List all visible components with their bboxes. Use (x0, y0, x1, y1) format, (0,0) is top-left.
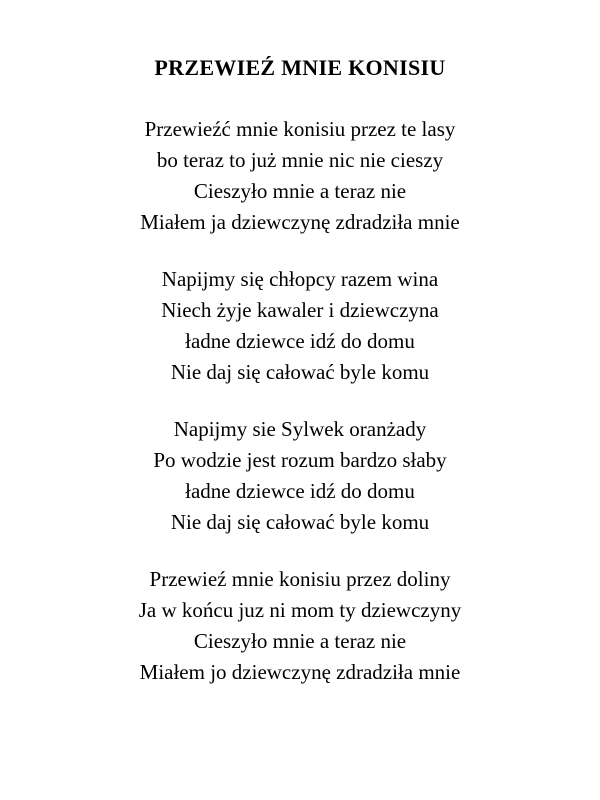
lyric-line: Nie daj się całować byle komu (170, 360, 430, 384)
lyric-line: Napijmy sie Sylwek oranżady (173, 417, 427, 441)
stanza-3 (0, 414, 600, 538)
lyric-line: Po wodzie jest rozum bardzo słaby (153, 448, 447, 472)
lyric-line: Miałem ja dziewczynę zdradziła mnie (140, 210, 460, 234)
lyric-line: Przewieźć mnie konisiu przez te lasy (144, 117, 456, 141)
stanza-2 (0, 264, 600, 388)
lyric-line: Cieszyło mnie a teraz nie (193, 629, 407, 653)
stanza-4 (0, 564, 600, 688)
lyric-line: ładne dziewce idź do domu (185, 479, 415, 503)
lyric-line: Przewieź mnie konisiu przez doliny (149, 567, 451, 591)
song-title: PRZEWIEŹ MNIE KONISIU (154, 55, 446, 80)
lyric-line: Niech żyje kawaler i dziewczyna (161, 298, 439, 322)
lyric-line: Napijmy się chłopcy razem wina (161, 267, 439, 291)
stanza-1 (0, 114, 600, 238)
lyric-line: Nie daj się całować byle komu (170, 510, 430, 534)
lyrics-body (0, 114, 600, 714)
lyric-line: bo teraz to już mnie nic nie cieszy (156, 148, 444, 172)
lyric-line: ładne dziewce idź do domu (185, 329, 415, 353)
lyric-line: Miałem jo dziewczynę zdradziła mnie (139, 660, 461, 684)
lyric-line: Ja w końcu juz ni mom ty dziewczyny (138, 598, 462, 622)
lyric-line: Cieszyło mnie a teraz nie (193, 179, 407, 203)
